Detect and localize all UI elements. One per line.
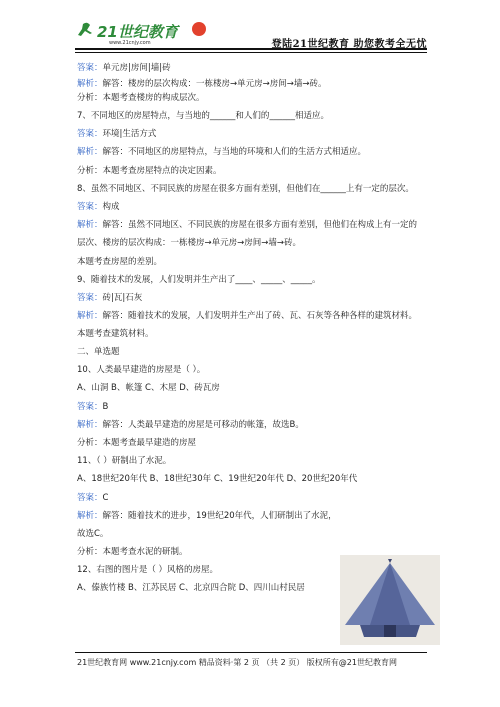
answer-label: 答案： — [77, 402, 103, 412]
footer-rule — [75, 652, 427, 653]
line-text: 11、（ ）研制出了水泥。 — [77, 456, 172, 466]
line-text: 故选C。 — [77, 529, 109, 539]
line-text: 上有一定的层次。 — [345, 184, 414, 194]
line-text: 解答：不同地区的房屋特点，与当地的环境和人们的生活方式相适应。 — [102, 147, 367, 157]
line-text: 8、虽然不同地区、不同民族的房屋在很多方面有差别，但他们在 — [77, 184, 321, 194]
text-line — [77, 237, 301, 249]
line-text: 10、人类最早建造的房屋是（ ）。 — [77, 365, 206, 375]
fill-blank: _____ — [260, 275, 283, 285]
line-text: 本题考查建筑材料。 — [77, 329, 154, 339]
line-text: 分析：本题考查房屋特点的决定因素。 — [77, 166, 222, 176]
line-text: 二、单选题 — [77, 347, 120, 357]
text-line — [77, 92, 205, 104]
text-line — [77, 473, 357, 485]
text-line — [77, 146, 366, 158]
line-text: 解答：随着技术的发展，人们发明并生产出了砖、瓦、石灰等各种各样的建筑材料。 — [102, 311, 418, 321]
text-line — [77, 128, 156, 140]
line-text: 解答：随着技术的进步，19世纪20年代，人们研制出了水泥， — [102, 511, 337, 521]
line-text: 层次、楼房的层次构成：一栋楼房→单元房→房间→墙→砖。 — [77, 238, 301, 248]
text-line — [77, 62, 171, 74]
text-line — [77, 110, 329, 122]
text-line — [77, 78, 327, 90]
fill-blank: ______ — [269, 111, 295, 121]
line-text: A、傣族竹楼 B、江苏民居 C、北京四合院 D、四川山村民居 — [77, 583, 305, 593]
line-text: 分析：本题考查最早建造的房屋 — [77, 438, 197, 448]
text-line — [77, 292, 142, 304]
text-line — [77, 382, 220, 394]
line-text: 环境|生活方式 — [102, 129, 157, 139]
fill-blank: _____ — [290, 275, 312, 285]
text-line — [77, 546, 188, 558]
line-text: 分析：本题考查楼房的构成层次。 — [77, 93, 205, 103]
answer-label: 解析： — [77, 511, 103, 521]
line-text: 单元房|房间|墙|砖 — [102, 63, 171, 73]
text-line — [77, 437, 196, 449]
answer-label: 答案： — [77, 202, 103, 212]
fill-blank: ______ — [320, 184, 346, 194]
line-text: 9、随着技术的发展，人们发明并生产出了 — [77, 275, 236, 285]
text-line — [77, 492, 108, 504]
text-line — [77, 274, 320, 286]
line-text: 7、不同地区的房屋特点，与当地的 — [77, 111, 210, 121]
apple-icon — [192, 22, 206, 36]
line-text: 12、右图的图片是（ ）风格的房屋。 — [77, 565, 219, 575]
line-text: 解答：楼房的层次构成：一栋楼房→单元房→房间→墙→砖。 — [102, 79, 327, 89]
text-line — [77, 201, 120, 213]
line-text: 解答：虽然不同地区、不同民族的房屋在很多方面有差别，但他们在构成上有一定的 — [102, 220, 418, 230]
answer-label: 答案： — [77, 493, 103, 503]
text-line — [77, 582, 305, 594]
answer-label: 答案： — [77, 293, 103, 303]
text-line — [77, 346, 120, 358]
answer-label: 解析： — [77, 79, 103, 89]
runner-icon — [78, 23, 92, 36]
text-line — [77, 310, 417, 322]
page-header — [0, 0, 500, 50]
line-text: 相适应。 — [294, 111, 329, 121]
text-line — [77, 165, 222, 177]
text-line — [77, 364, 205, 376]
answer-label: 解析： — [77, 311, 103, 321]
answer-label: 解析： — [77, 147, 103, 157]
header-rule-thin — [75, 52, 427, 53]
answer-label: 解析： — [77, 220, 103, 230]
text-line — [77, 256, 162, 268]
line-text: 和人们的 — [235, 111, 270, 121]
line-text: 解答：人类最早建造的房屋是可移动的帐篷，故选B。 — [102, 420, 304, 430]
logo — [75, 20, 215, 46]
answer-label: 解析： — [77, 420, 103, 430]
line-text: A、山洞 B、帐篷 C、木屋 D、砖瓦房 — [77, 383, 220, 393]
page-footer: 21世纪教育网 www.21cnjy.com 精品资料·第 2 页 （共 2 页） 版权所有@21世纪教育网 — [77, 658, 397, 667]
text-line — [77, 510, 337, 522]
answer-label: 答案： — [77, 63, 103, 73]
line-text: 本题考查房屋的差别。 — [77, 257, 163, 267]
text-line — [77, 183, 414, 195]
line-text: 分析：本题考查水泥的研制。 — [77, 547, 188, 557]
line-text: 。 — [311, 275, 321, 285]
answer-label: 答案： — [77, 129, 103, 139]
fill-blank: ____ — [235, 275, 253, 285]
text-line — [77, 401, 108, 413]
line-text: B — [102, 402, 109, 412]
line-text: 砖|瓦|石灰 — [102, 293, 143, 303]
text-line — [77, 419, 304, 431]
hut-picture — [340, 555, 440, 645]
line-text: 构成 — [102, 202, 120, 212]
text-line — [77, 564, 218, 576]
text-line — [77, 455, 171, 467]
header-slogan: 登陆21世纪教育 助您教考全无忧 — [271, 39, 427, 50]
logo-url: www.21cnjy.com — [109, 40, 151, 46]
line-text: A、18世纪20年代 B、18世纪30年 C、19世纪20年代 D、20世纪20年代 — [77, 474, 358, 484]
header-rule — [75, 48, 427, 50]
logo-text: 21世纪教育 — [97, 23, 178, 41]
text-line — [77, 328, 154, 340]
line-text: C — [102, 493, 109, 503]
line-text: 、 — [252, 275, 261, 285]
fill-blank: ______ — [209, 111, 236, 121]
text-line — [77, 219, 417, 231]
line-text: 、 — [282, 275, 291, 285]
text-line — [77, 528, 108, 540]
